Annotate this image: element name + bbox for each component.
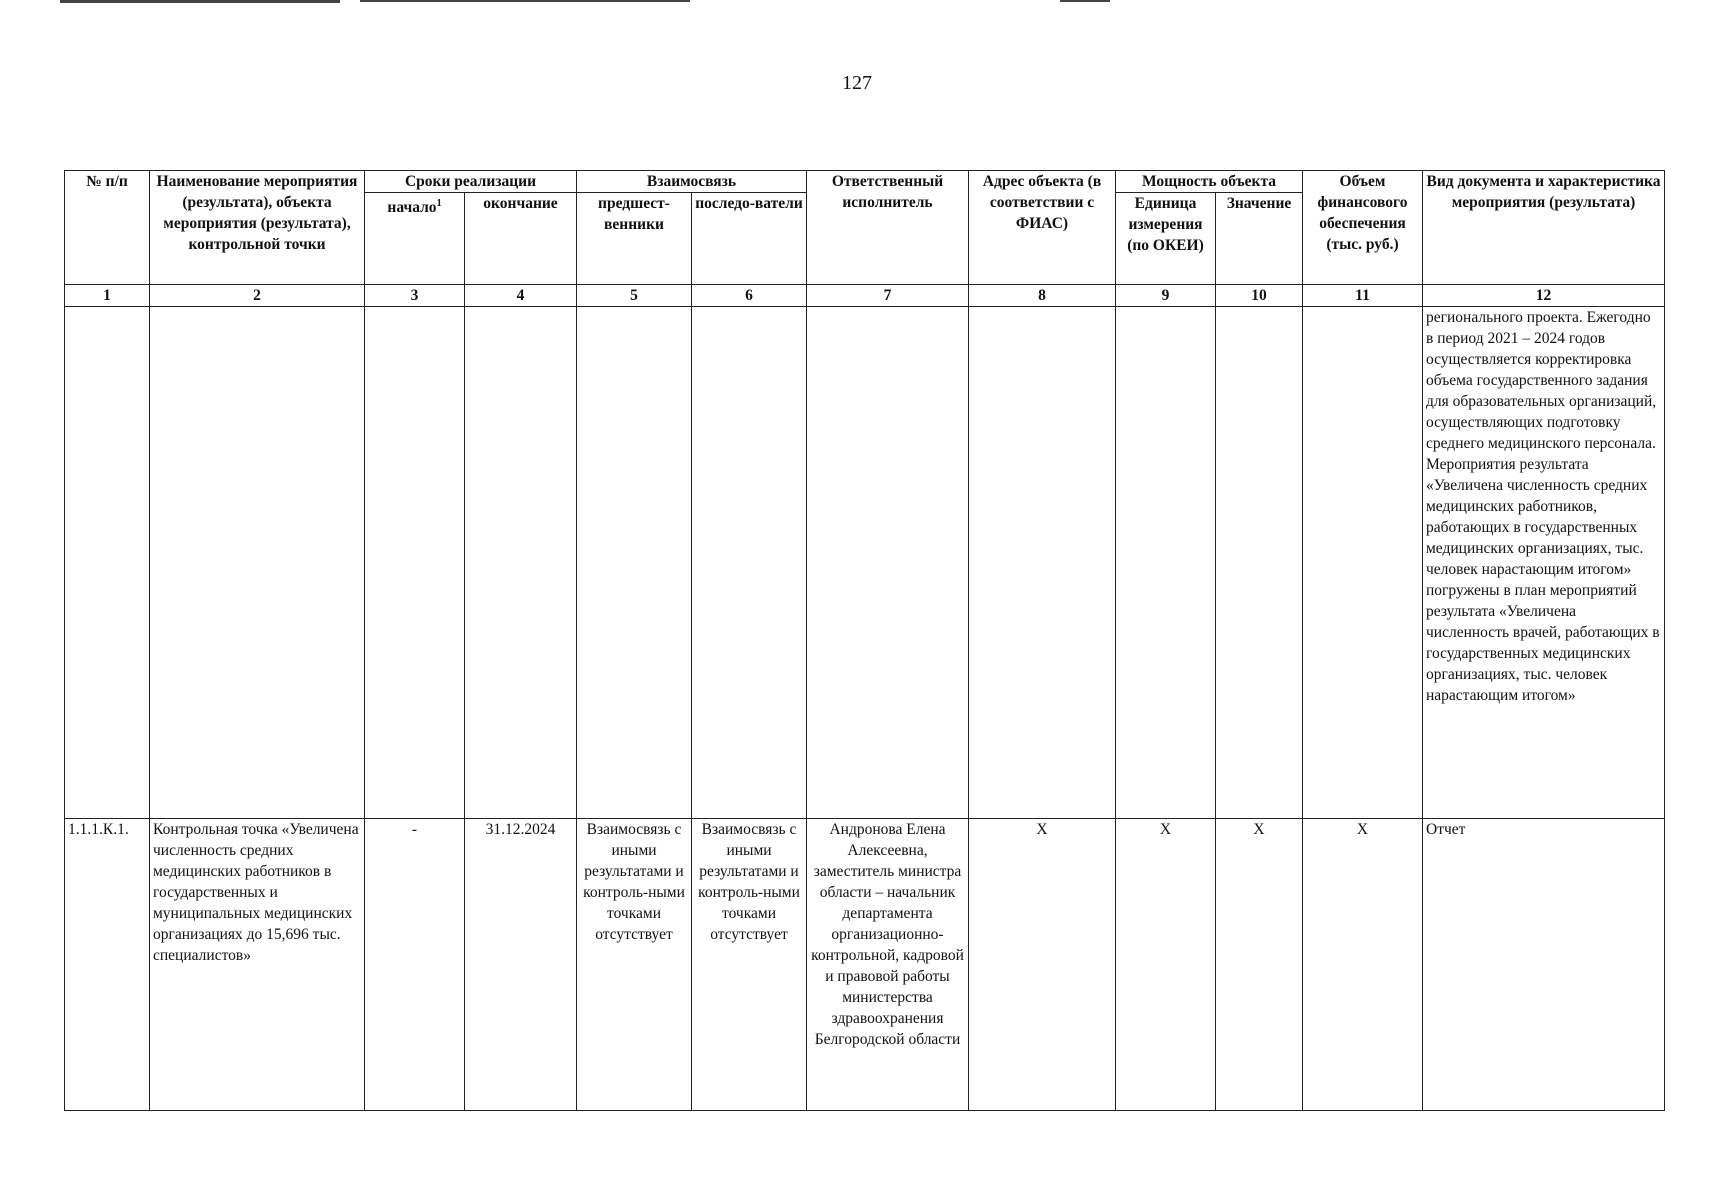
- footnote-mark: 1: [436, 198, 442, 209]
- table-row: [65, 307, 1665, 819]
- cell-name: [150, 307, 365, 819]
- cell-doc-description: регионального проекта. Ежегодно в период 2021 – 2024 годов осуществляется корректировка объема государственного задания для образовательных организаций, осуществляющих подготовку среднего медицинского персонала. Мероприятия результата «Увеличена численность средних медицинских работников, работающих в государственных медицинских организациях, тыс. человек нарастающим итогом» погружены в план мероприятий результата «Увеличена численность врачей, работающих в государственных медицинских организациях, тыс. человек нарастающим итогом»: [1423, 307, 1665, 819]
- top-scan-edge: [360, 0, 690, 2]
- header-end: окончание: [465, 193, 577, 285]
- cell-finance: X: [1303, 819, 1423, 1111]
- cell-number: 1.1.1.К.1.: [65, 819, 150, 1111]
- cell-name: Контрольная точка «Увеличена численность средних медицинских работников в государственных и муниципальных медицинских организациях до 15,696 тыс. специалистов»: [150, 819, 365, 1111]
- header-unit: Единица измерения (по ОКЕИ): [1116, 193, 1216, 285]
- cell-end: 31.12.2024: [465, 819, 577, 1111]
- cell-number: [65, 307, 150, 819]
- cell-end: [465, 307, 577, 819]
- header-doc-type: Вид документа и характеристика мероприятия (результата): [1423, 171, 1665, 285]
- header-finance: Объем финансового обеспечения (тыс. руб.): [1303, 171, 1423, 285]
- cell-value: X: [1216, 819, 1303, 1111]
- cell-successors: [692, 307, 807, 819]
- top-scan-edge: [1060, 0, 1110, 2]
- cell-doc-type: Отчет: [1423, 819, 1665, 1111]
- table-row: [65, 819, 1665, 1111]
- header-name: Наименование мероприятия (результата), объекта мероприятия (результата), контрольной точки: [150, 171, 365, 285]
- column-number: 12: [1423, 285, 1665, 307]
- cell-start: [365, 307, 465, 819]
- cell-unit: [1116, 307, 1216, 819]
- column-number: 11: [1303, 285, 1423, 307]
- header-row-top: [65, 171, 1665, 193]
- cell-value: [1216, 307, 1303, 819]
- cell-predecessors: [577, 307, 692, 819]
- header-successors: последо-ватели: [692, 193, 807, 285]
- header-start: начало$^1$: [365, 193, 465, 285]
- header-terms: Сроки реализации: [365, 171, 577, 193]
- cell-address: X: [969, 819, 1116, 1111]
- cell-responsible: [807, 307, 969, 819]
- column-number: 8: [969, 285, 1116, 307]
- header-relation: Взаимосвязь: [577, 171, 807, 193]
- column-number: 1: [65, 285, 150, 307]
- column-number-row: [65, 285, 1665, 307]
- column-number: 5: [577, 285, 692, 307]
- cell-address: [969, 307, 1116, 819]
- column-number: 9: [1116, 285, 1216, 307]
- cell-successors: Взаимосвязь с иными результатами и контроль-ными точками отсутствует: [692, 819, 807, 1111]
- column-number: 2: [150, 285, 365, 307]
- column-number: 3: [365, 285, 465, 307]
- header-capacity: Мощность объекта: [1116, 171, 1303, 193]
- cell-predecessors: Взаимосвязь с иными результатами и контроль-ными точками отсутствует: [577, 819, 692, 1111]
- header-number: № п/п: [65, 171, 150, 285]
- column-number: 4: [465, 285, 577, 307]
- header-address: Адрес объекта (в соответствии с ФИАС): [969, 171, 1116, 285]
- top-scan-edge: [60, 0, 340, 3]
- activities-table: [64, 170, 1665, 1111]
- page-number: 127: [842, 72, 872, 94]
- cell-responsible: Андронова Елена Алексеевна, заместитель министра области – начальник департамента организационно-контрольной, кадровой и правовой работы министерства здравоохранения Белгородской области: [807, 819, 969, 1111]
- column-number: 10: [1216, 285, 1303, 307]
- cell-unit: X: [1116, 819, 1216, 1111]
- cell-start: -: [365, 819, 465, 1111]
- column-number: 7: [807, 285, 969, 307]
- header-value: Значение: [1216, 193, 1303, 285]
- cell-finance: [1303, 307, 1423, 819]
- header-responsible: Ответственный исполнитель: [807, 171, 969, 285]
- column-number: 6: [692, 285, 807, 307]
- header-predecessors: предшест-венники: [577, 193, 692, 285]
